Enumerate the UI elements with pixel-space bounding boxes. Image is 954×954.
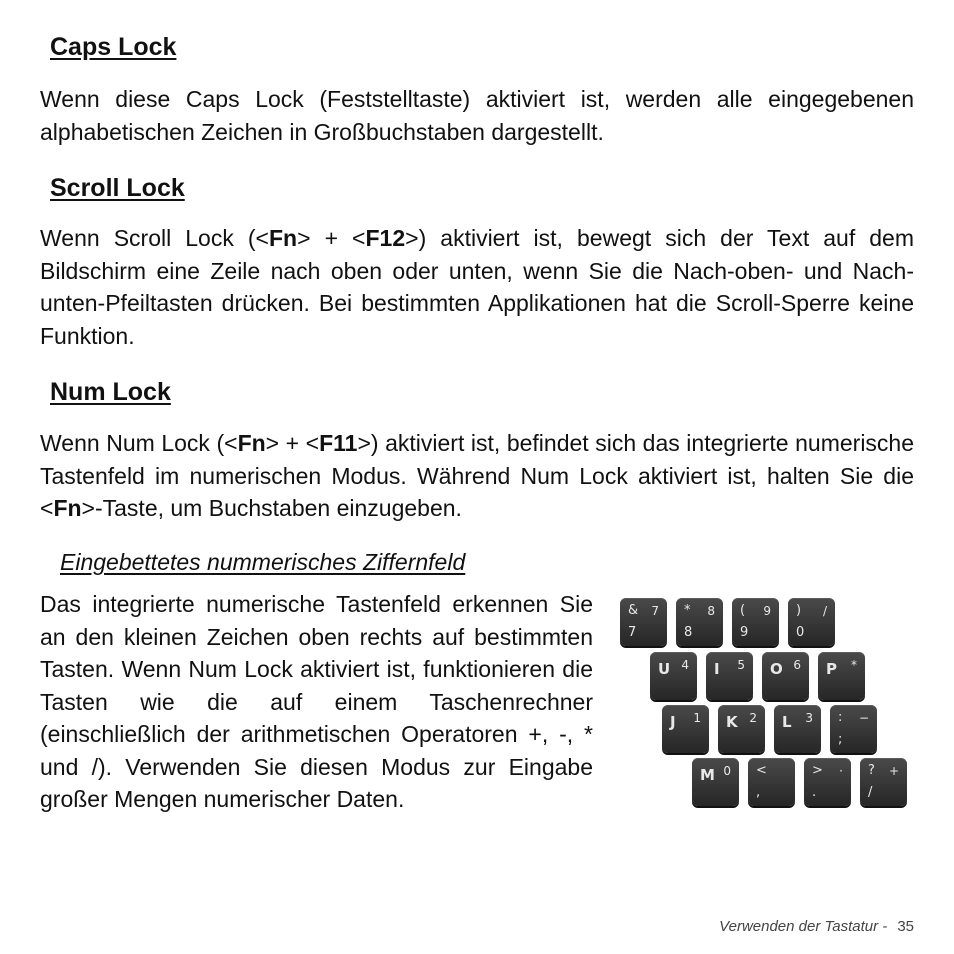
text-fragment: > + < [297, 225, 366, 251]
keypad-key [830, 705, 877, 753]
key-legend: · [839, 764, 843, 778]
key-name: Fn [237, 430, 266, 456]
text-fragment: >) aktiviert ist, bewegt sich der Text auf dem Bildschirm eine Zeile nach oben oder unten, wenn Sie die Nach-oben- und Nach-unten-Pfeiltasten drücken. Bei bestimmten Applikationen hat die Scroll-Sperre keine Funktion. [40, 225, 915, 349]
key-legend: 7 [651, 604, 659, 618]
key-legend: 7 [628, 625, 637, 640]
key-legend: ? [868, 763, 875, 778]
key-legend: / [822, 604, 827, 618]
key-legend: * [684, 603, 691, 618]
text-fragment: Wenn Num Lock (< [40, 430, 238, 456]
key-legend: ( [740, 603, 746, 618]
key-legend: − [858, 711, 869, 725]
keypad-key [818, 652, 865, 700]
key-legend: 5 [737, 658, 745, 672]
key-legend: J [670, 713, 676, 731]
keypad-image [612, 588, 912, 812]
page-footer [719, 918, 914, 935]
keypad-key [676, 598, 723, 646]
keypad-key [732, 598, 779, 646]
key-legend: I [714, 660, 720, 678]
embedded-keypad-paragraph: Das integrierte numerische Tastenfeld erkennen Sie an den kleinen Zeichen oben rechts auf bestimmten Tasten. Wenn Num Lock aktiviert ist, funktionieren die Tasten wie die auf einem Taschenrechner (einschließlich der arithmetischen Operatoren +, -, * und /). Verwenden Sie diesen Modus zur Eingabe großer Mengen numerischer Daten. [40, 591, 593, 812]
key-legend: . [812, 785, 817, 800]
key-legend: ) [796, 603, 802, 618]
keypad-key [774, 705, 821, 753]
num-lock-paragraph [40, 427, 914, 525]
key-legend: < [756, 763, 767, 778]
key-legend: 4 [681, 658, 689, 672]
page-number: 35 [897, 918, 914, 935]
key-legend: > [812, 763, 823, 778]
key-legend: 9 [763, 604, 771, 618]
key-legend: & [628, 603, 639, 618]
key-legend: 8 [707, 604, 715, 618]
keypad-key [706, 652, 753, 700]
key-legend: 8 [684, 625, 693, 640]
keypad-key [692, 758, 739, 806]
caps-lock-paragraph: Wenn diese Caps Lock (Feststelltaste) aktiviert ist, werden alle eingegebenen alphabetischen Zeichen in Großbuchstaben dargestellt. [40, 86, 914, 145]
heading-caps-lock: Caps Lock [50, 33, 177, 61]
subheading-embedded-keypad: Eingebettetes nummerisches Ziffernfeld [60, 549, 466, 575]
text-fragment: >) aktiviert ist, befindet sich das integrierte numerische Tastenfeld im numerischen Modus. Während Num Lock aktiviert ist, halten Sie die < [40, 430, 915, 521]
key-legend: 0 [723, 764, 731, 778]
key-name: Fn [269, 225, 298, 251]
key-legend: + [888, 764, 899, 778]
key-legend: 3 [805, 711, 813, 725]
key-legend: L [782, 713, 792, 731]
keypad-key [860, 758, 907, 806]
keypad-key [662, 705, 709, 753]
keypad-key [650, 652, 697, 700]
keypad-key [748, 758, 795, 806]
keypad-key [762, 652, 809, 700]
key-name: Fn [53, 495, 82, 521]
key-legend: 1 [693, 711, 701, 725]
key-legend: 9 [740, 625, 749, 640]
key-legend: 0 [796, 625, 805, 640]
key-legend: P [826, 660, 837, 678]
key-legend: 6 [793, 658, 801, 672]
keypad-key [718, 705, 765, 753]
scroll-lock-paragraph [40, 222, 914, 352]
key-legend: 2 [749, 711, 757, 725]
footer-text: Verwenden der Tastatur - [719, 918, 888, 935]
keypad-key [788, 598, 835, 646]
key-legend: M [700, 766, 715, 784]
heading-num-lock: Num Lock [50, 378, 171, 406]
key-legend: * [851, 658, 857, 672]
text-fragment: > + < [265, 430, 320, 456]
key-legend: K [726, 713, 738, 731]
key-name: F11 [319, 430, 358, 456]
key-name: F12 [365, 225, 406, 251]
key-legend: , [756, 785, 761, 800]
key-legend: / [868, 785, 873, 800]
text-fragment: Wenn Scroll Lock (< [40, 225, 269, 251]
key-legend: O [770, 660, 783, 678]
key-legend: U [658, 660, 671, 678]
heading-scroll-lock: Scroll Lock [50, 174, 185, 202]
keypad-key [620, 598, 667, 646]
key-legend: : [838, 710, 843, 725]
key-legend: ; [838, 732, 843, 747]
keypad-key [804, 758, 851, 806]
text-fragment: >-Taste, um Buchstaben einzugeben. [81, 495, 462, 521]
